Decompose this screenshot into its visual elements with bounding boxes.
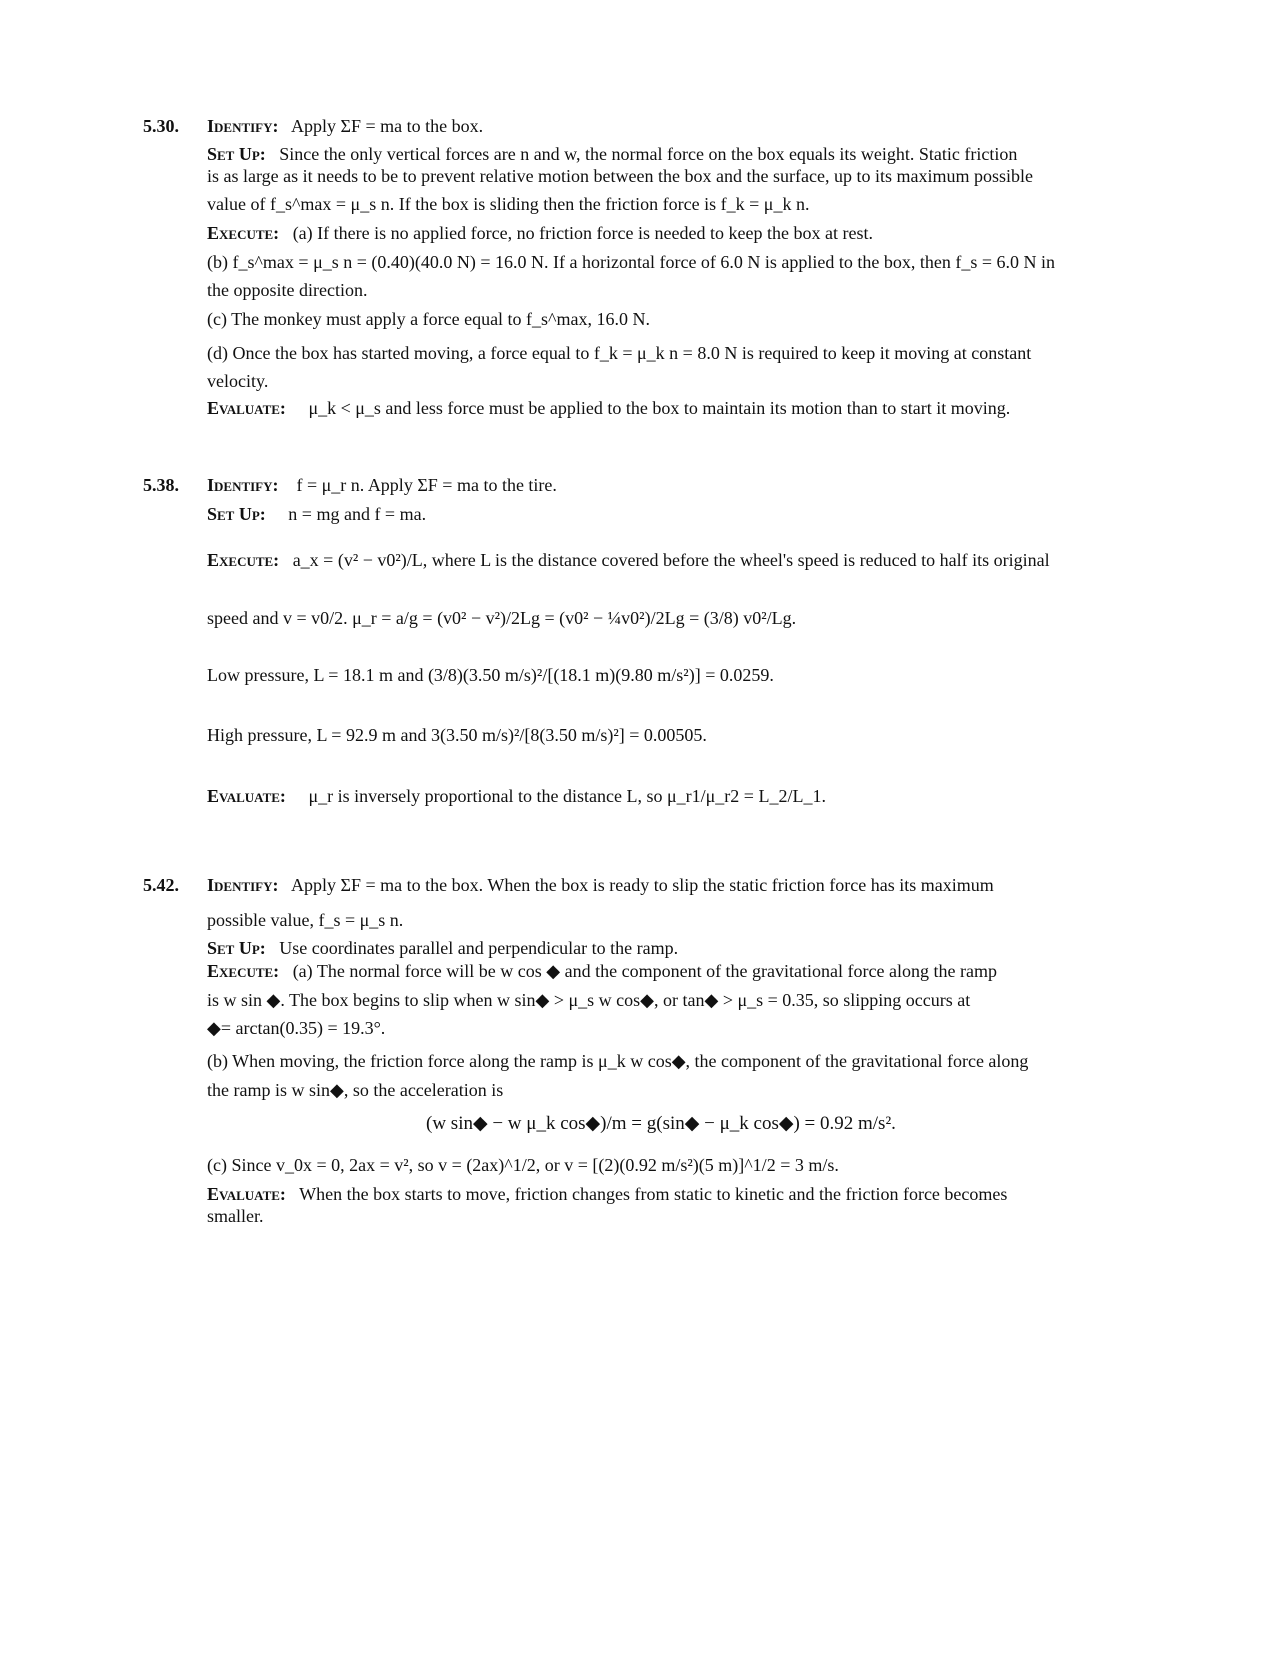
- execute-label: Execute:: [207, 223, 280, 243]
- execute-label: Execute:: [207, 961, 280, 981]
- part-b-line-2: the opposite direction.: [207, 280, 368, 300]
- part-c-line: (c) Since v_0x = 0, 2ax = v², so v = (2ax)^1/2, or v = [(2)(0.92 m/s²)(5 m)]^1/2 = 3 m/s.: [207, 1155, 839, 1175]
- execute-line-3: ◆= arctan(0.35) = 19.3°.: [207, 1018, 386, 1038]
- high-pressure-line: High pressure, L = 92.9 m and 3(3.50 m/s)²/[8(3.50 m/s)²] = 0.00505.: [207, 725, 707, 745]
- evaluate-label: Evaluate:: [207, 1184, 286, 1204]
- execute-line: Execute: a_x = (v² − v0²)/L, where L is the distance covered before the wheel's speed is reduced to half its original: [207, 550, 1050, 570]
- part-d-line-1: (d) Once the box has started moving, a force equal to f_k = μ_k n = 8.0 N is required to keep it moving at constant: [207, 343, 1032, 363]
- identify-line: Identify: f = μ_r n. Apply ΣF = ma to the tire.: [207, 475, 557, 495]
- evaluate-line: Evaluate: μ_k < μ_s and less force must be applied to the box to maintain its motion than to start it moving.: [207, 398, 1011, 418]
- part-b-line-1: (b) f_s^max = μ_s n = (0.40)(40.0 N) = 16.0 N. If a horizontal force of 6.0 N is applied to the box, then f_s = 6.0 N in: [207, 252, 1056, 272]
- part-b-line-1: (b) When moving, the friction force along the ramp is μ_k w cos◆, the component of the gravitational force along: [207, 1051, 1029, 1071]
- setup-line: Set Up: Use coordinates parallel and perpendicular to the ramp.: [207, 938, 679, 958]
- execute-line: Execute: (a) If there is no applied force, no friction force is needed to keep the box at rest.: [207, 223, 873, 243]
- part-c-line: (c) The monkey must apply a force equal to f_s^max, 16.0 N.: [207, 309, 650, 329]
- setup-line-3: value of f_s^max = μ_s n. If the box is sliding then the friction force is f_k = μ_k n.: [207, 194, 810, 214]
- problem-number: 5.38.: [143, 475, 179, 495]
- setup-line: Set Up: n = mg and f = ma.: [207, 504, 427, 524]
- identify-text: Apply ΣF = ma to the box.: [291, 116, 484, 136]
- setup-label: Set Up:: [207, 938, 266, 958]
- part-b-line-2: the ramp is w sin◆, so the acceleration is: [207, 1080, 504, 1100]
- part-d-line-2: velocity.: [207, 371, 269, 391]
- execute-label: Execute:: [207, 550, 280, 570]
- low-pressure-line: Low pressure, L = 18.1 m and (3/8)(3.50 m/s)²/[(18.1 m)(9.80 m/s²)] = 0.0259.: [207, 665, 774, 685]
- problem-number: 5.30.: [143, 116, 179, 136]
- evaluate-label: Evaluate:: [207, 786, 286, 806]
- execute-line-2: is w sin ◆. The box begins to slip when w sin◆ > μ_s w cos◆, or tan◆ > μ_s = 0.35, so slipping occurs at: [207, 990, 971, 1010]
- identify-label: Identify:: [207, 116, 279, 136]
- identify-label: Identify:: [207, 875, 279, 895]
- speed-equation-line: speed and v = v0/2. μ_r = a/g = (v0² − v²)/2Lg = (v0² − ¼v0²)/2Lg = (3/8) v0²/Lg.: [207, 608, 797, 628]
- setup-line-2: is as large as it needs to be to prevent relative motion between the box and the surface, up to its maximum possible: [207, 166, 1033, 186]
- identify-label: Identify:: [207, 475, 279, 495]
- setup-label: Set Up:: [207, 144, 266, 164]
- acceleration-equation: (w sin◆ − w μ_k cos◆)/m = g(sin◆ − μ_k cos◆) = 0.92 m/s².: [426, 1113, 896, 1134]
- setup-line-1: Set Up: Since the only vertical forces are n and w, the normal force on the box equals its weight. Static friction: [207, 144, 1018, 164]
- evaluate-line: Evaluate: μ_r is inversely proportional to the distance L, so μ_r1/μ_r2 = L_2/L_1.: [207, 786, 826, 806]
- identify-line: [207, 117, 483, 135]
- setup-label: Set Up:: [207, 504, 266, 524]
- evaluate-line-2: smaller.: [207, 1206, 264, 1226]
- evaluate-label: Evaluate:: [207, 398, 286, 418]
- identify-line-2: possible value, f_s = μ_s n.: [207, 910, 404, 930]
- identify-line-1: Identify: Apply ΣF = ma to the box. When the box is ready to slip the static friction force has its maximum: [207, 875, 994, 895]
- problem-number: 5.42.: [143, 875, 179, 895]
- evaluate-line-1: Evaluate: When the box starts to move, friction changes from static to kinetic and the friction force becomes: [207, 1184, 1008, 1204]
- execute-line-1: Execute: (a) The normal force will be w cos ◆ and the component of the gravitational force along the ramp: [207, 961, 997, 981]
